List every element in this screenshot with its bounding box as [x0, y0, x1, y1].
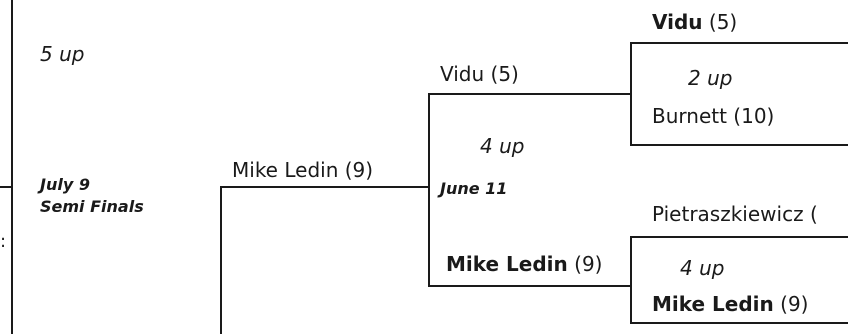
player-name: Pietraszkiewicz — [652, 202, 804, 226]
bracket-line-r16-2-vertical — [630, 236, 632, 324]
player-name: Vidu — [440, 62, 485, 86]
r16-1-margin: 2 up — [688, 66, 733, 90]
player-seed: (9) — [344, 158, 374, 182]
r16-2-winner — [652, 292, 808, 316]
player-name: Mike Ledin — [652, 292, 774, 316]
bracket-stub-far-left — [0, 186, 12, 188]
qf-top-player — [440, 62, 519, 86]
player-seed: (9) — [574, 252, 603, 276]
player-seed: (5) — [708, 10, 738, 34]
semi-player — [232, 158, 373, 182]
bracket-line-r16-2-top — [630, 236, 848, 238]
player-name: Mike Ledin — [446, 252, 568, 276]
player-name: Burnett — [652, 104, 727, 128]
bracket-line-r16-1-top — [630, 42, 848, 44]
qf-margin: 4 up — [480, 134, 525, 158]
bracket-line-far-left — [11, 0, 13, 334]
semi-round-label: Semi Finals — [40, 197, 144, 216]
qf-bottom-player — [446, 252, 602, 276]
player-seed: ( — [809, 202, 818, 226]
bracket-line-semi-vertical — [220, 186, 222, 334]
r16-1-loser — [652, 104, 774, 128]
player-seed: (9) — [780, 292, 809, 316]
left-edge-fragment: : — [0, 231, 7, 252]
player-seed: (10) — [733, 104, 775, 128]
bracket-line-qf-vertical — [428, 93, 430, 287]
bracket-line-r16-1-vertical — [630, 42, 632, 146]
r16-2-margin: 4 up — [680, 256, 725, 280]
bracket-line-semi-player — [220, 186, 428, 188]
bracket-line-r16-1-bottom — [630, 144, 848, 146]
r16-2-loser — [652, 202, 818, 226]
player-name: Vidu — [652, 10, 703, 34]
player-seed: (5) — [490, 62, 519, 86]
player-name: Mike Ledin — [232, 158, 339, 182]
semi-date: July 9 — [40, 175, 90, 194]
bracket-line-r16-2-bottom — [630, 322, 848, 324]
qf-date: June 11 — [440, 179, 508, 198]
bracket-line-qf-bottom — [428, 285, 630, 287]
r16-1-winner — [652, 10, 737, 34]
bracket-line-qf-top — [428, 93, 630, 95]
semi-top-margin: 5 up — [40, 42, 85, 66]
